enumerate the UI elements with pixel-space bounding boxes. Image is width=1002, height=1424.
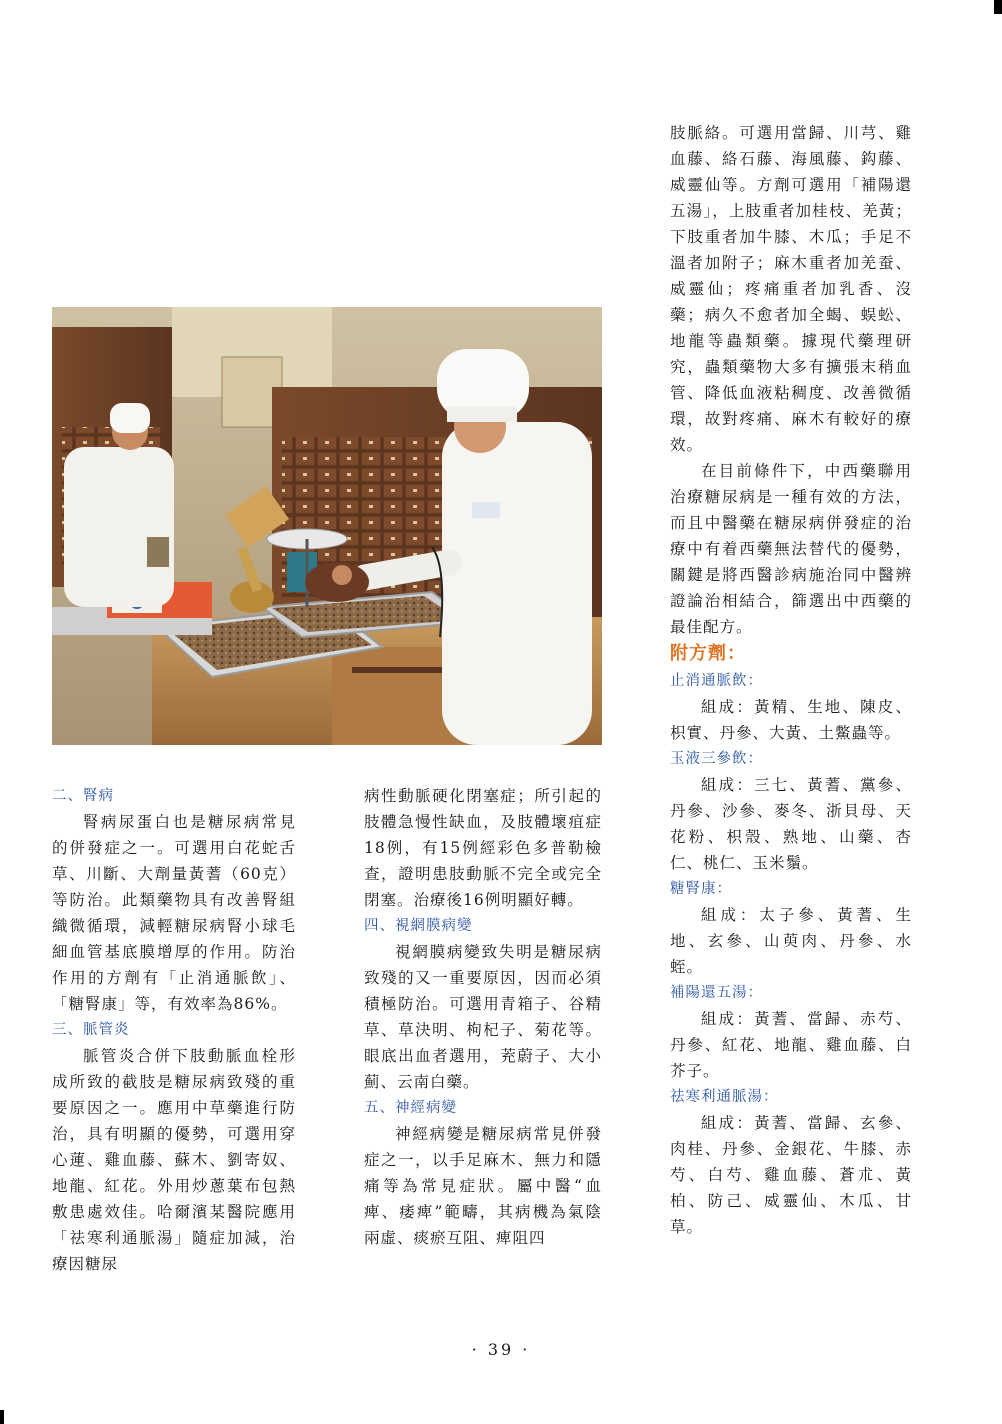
column-left: [52, 783, 296, 1277]
paragraph-conclusion: 在目前條件下，中西藥聯用治療糖尿病是一種有效的方法，而且中醫藥在糖尿病併發症的治療中有着西藥無法替代的優勢，關鍵是將西醫診病施治同中醫辨證論治相結合，篩選出中西藥的最佳配方。: [670, 462, 912, 636]
paragraph-kidney: 腎病尿蛋白也是糖尿病常見的併發症之一。可選用白花蛇舌草、川斷、大劑量黃蓍（60克）等防治。此類藥物具有改善腎組織微循環，減輕糖尿病腎小球毛細血管基底膜增厚的作用。防治作用的方劑有「止消通脈飲」、「糖腎康」等，有效率為86%。: [52, 813, 296, 1013]
prescription-name: 止消通脈飲：: [670, 673, 763, 689]
section-heading-kidney: 二、腎病: [52, 788, 114, 804]
paragraph-vasculitis-continued: 病性動脈硬化閉塞症；所引起的肢體急慢性缺血，及肢體壞疽症18例，有15例經彩色多普勒檢查，證明患肢動脈不完全或完全閉塞。治療後16例明顯好轉。: [364, 787, 602, 909]
page-number: · 39 ·: [471, 1340, 531, 1359]
prescription-composition: 組成：三七、黃蓍、黨參、丹參、沙參、麥冬、浙貝母、天花粉、枳殼、熟地、山藥、杏仁、桃仁、玉米鬚。: [670, 776, 912, 872]
prescription-composition: 組成：太子參、黃蓍、生地、玄參、山萸肉、丹參、水蛭。: [670, 906, 912, 976]
scan-edge-mark: [994, 0, 1002, 14]
prescription-composition: 組成：黃精、生地、陳皮、枳實、丹參、大黃、土鱉蟲等。: [670, 698, 912, 742]
pharmacy-photo: [52, 307, 602, 745]
section-heading-vasculitis: 三、脈管炎: [52, 1022, 130, 1038]
prescription-name: 祛寒利通脈湯：: [670, 1089, 779, 1105]
paragraph-neuropathy: 神經病變是糖尿病常見併發症之一，以手足麻木、無力和隱痛等為常見症狀。屬中醫“血痺、痿痺”範疇，其病機為氣陰兩虛、痰瘀互阻、痺阻四: [364, 1125, 602, 1247]
column-middle: [364, 783, 602, 1251]
prescription-name: 糖腎康：: [670, 881, 732, 897]
paragraph-vasculitis: 脈管炎合併下肢動脈血栓形成所致的截肢是糖尿病致殘的重要原因之一。應用中草藥進行防治，具有明顯的優勢，可選用穿心蓮、雞血藤、蘇木、劉寄奴、地龍、紅花。外用炒蔥葉布包熱敷患處效佳。哈爾濱某醫院應用「祛寒利通脈湯」隨症加減，治療因糖尿: [52, 1047, 296, 1273]
section-heading-neuropathy: 五、神經病變: [364, 1100, 457, 1116]
prescription-name: 補陽還五湯：: [670, 985, 763, 1001]
prescription-composition: 組成：黃蓍、當歸、玄參、肉桂、丹參、金銀花、牛膝、赤芍、白芍、雞血藤、蒼朮、黃柏、防己、威靈仙、木瓜、甘草。: [670, 1114, 912, 1236]
prescriptions-heading: 附方劑：: [670, 643, 746, 664]
paragraph-neuropathy-continued: 肢脈絡。可選用當歸、川芎、雞血藤、絡石藤、海風藤、鈎藤、威靈仙等。方劑可選用「補陽還五湯」，上肢重者加桂枝、羌黃；下肢重者加牛膝、木瓜；手足不溫者加附子；麻木重者加羌蚕、威靈仙；疼痛重者加乳香、沒藥；病久不愈者加全蝎、蜈蚣、地龍等蟲類藥。據現代藥理研究，蟲類藥物大多有擴張末稍血管、降低血液粘稠度、改善微循環，故對疼痛、麻木有較好的療效。: [670, 124, 912, 454]
section-heading-retinopathy: 四、視網膜病變: [364, 918, 473, 934]
prescription-name: 玉液三參飲：: [670, 751, 763, 767]
prescription-composition: 組成：黃蓍、當歸、赤芍、丹參、紅花、地龍、雞血藤、白芥子。: [670, 1010, 912, 1080]
scan-edge-mark: [0, 1410, 4, 1424]
paragraph-retinopathy: 視網膜病變致失明是糖尿病致殘的又一重要原因，因而必須積極防治。可選用青箱子、谷精草、草決明、枸杞子、菊花等。眼底出血者選用，茺蔚子、大小薊、云南白藥。: [364, 943, 602, 1091]
column-right: [670, 120, 912, 1240]
